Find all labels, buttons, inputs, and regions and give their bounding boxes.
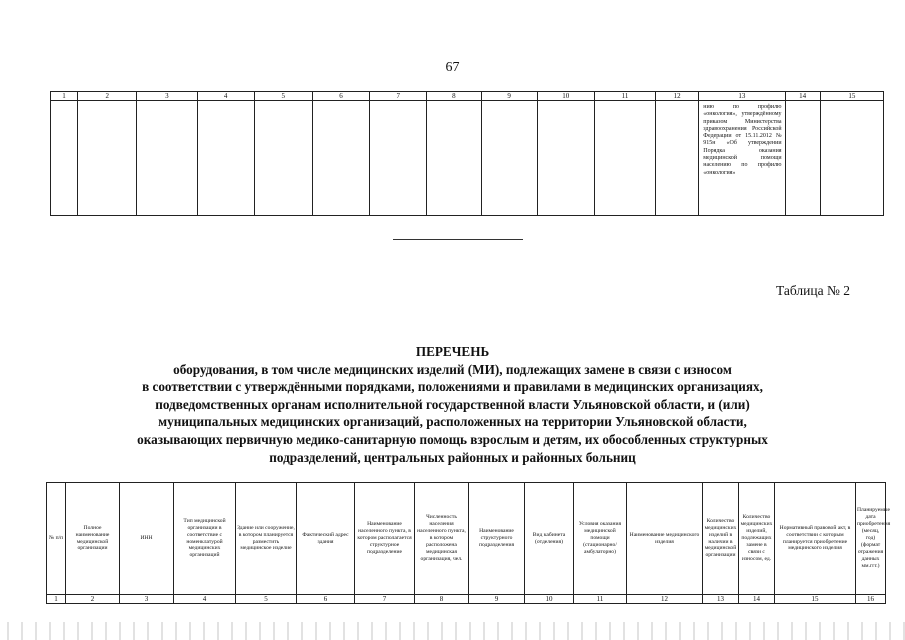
- column-number: 7: [370, 92, 427, 101]
- column-header: Наименование структурного подразделения: [469, 483, 525, 595]
- title-line: подведомственных органам исполнительной государственной власти Ульяновской области, и (или): [155, 396, 750, 412]
- column-header: Количество медицинских изделий в наличии в медицинской организации: [703, 483, 739, 595]
- column-number: 11: [594, 92, 655, 101]
- column-number: 10: [525, 595, 574, 604]
- column-number: 11: [574, 595, 627, 604]
- column-number: 9: [469, 595, 525, 604]
- column-number: 15: [775, 595, 856, 604]
- title-line: оказывающих первичную медико-санитарную помощь взрослым и детям, их обособленных структурных: [137, 431, 768, 447]
- column-header: Наименование медицинского изделия: [627, 483, 703, 595]
- column-header: Нормативный правовой акт, в соответствии с которым планируется приобретение медицинского изделия: [775, 483, 856, 595]
- column-header: Количество медицинских изделий, подлежащих замене в связи с износом, ед.: [739, 483, 775, 595]
- column-number: 5: [236, 595, 297, 604]
- column-header: № п/п: [47, 483, 66, 595]
- table-header-row: [47, 483, 886, 595]
- column-header: Условия оказания медицинской помощи (стационарно/амбулаторно): [574, 483, 627, 595]
- column-number: 15: [820, 92, 883, 101]
- column-number: 3: [137, 92, 197, 101]
- column-number: 1: [51, 92, 78, 101]
- table-label: Таблица № 2: [776, 283, 850, 298]
- title-heading: ПЕРЕЧЕНЬ: [415, 344, 490, 359]
- column-number: 12: [656, 92, 699, 101]
- title-line: в соответствии с утверждёнными порядками, положениями и правилами в медицинских организациях,: [142, 379, 763, 395]
- column-header: Тип медицинской организации в соответствие с номенклатурой медицинских организаций: [174, 483, 236, 595]
- column-number: 6: [312, 92, 369, 101]
- column-header: Численность населения населенного пункта, в котором расположена медицинская организация, чел.: [415, 483, 469, 595]
- column-number: 8: [415, 595, 469, 604]
- section-separator: [393, 239, 523, 240]
- column-number: 2: [66, 595, 120, 604]
- title-line: оборудования, в том числе медицинских изделий (МИ), подлежащих замене в связи с износом: [173, 361, 732, 377]
- column-number: 16: [856, 595, 886, 604]
- column-header: Планируемые дата приобретения (месяц, год) (формат отражения данных мм.ггг.): [856, 483, 886, 595]
- title-line: муниципальных медицинских организаций, расположенных на территории Ульяновской области,: [158, 414, 747, 430]
- column-number: 13: [703, 595, 739, 604]
- column-header: ИНН: [120, 483, 174, 595]
- scan-noise-strip: [0, 622, 905, 640]
- column-number: 4: [174, 595, 236, 604]
- column-number: 14: [785, 92, 820, 101]
- column-number-row: [47, 595, 886, 604]
- column-number: 3: [120, 595, 174, 604]
- column-number: 14: [739, 595, 775, 604]
- column-header: Полное наименование медицинской организации: [66, 483, 120, 595]
- column-number: 10: [537, 92, 594, 101]
- column-number: 2: [78, 92, 137, 101]
- column-number: 7: [355, 595, 415, 604]
- page-number: 67: [445, 60, 460, 75]
- equipment-table: [46, 482, 891, 604]
- regulation-note: нию по профилю «онкология», утверждённому приказом Министерства здравоохранения Российской Федерации от 15.11.2012 № 915н «Об утверждении Порядка оказания медицинской помощи населению по профилю «онкология»: [703, 104, 782, 176]
- table-row: [51, 101, 884, 216]
- document-title: [0, 343, 905, 466]
- column-number: 9: [481, 92, 537, 101]
- column-number: 12: [627, 595, 703, 604]
- column-header: Фактический адрес здания: [297, 483, 355, 595]
- column-number: 5: [254, 92, 312, 101]
- column-number: 1: [47, 595, 66, 604]
- column-header: Вид кабинета (отделения): [525, 483, 574, 595]
- title-line: подразделений, центральных районных и районных больниц: [269, 449, 636, 465]
- column-number: 13: [699, 92, 785, 101]
- table-header-row: [51, 92, 884, 101]
- column-header: Здание или сооружение, в котором планируется разместить медицинское изделие: [236, 483, 297, 595]
- column-header: Наименование населенного пункта, в котором располагается структурное подразделение: [355, 483, 415, 595]
- column-number: 6: [297, 595, 355, 604]
- column-number: 4: [197, 92, 254, 101]
- column-number: 8: [427, 92, 481, 101]
- continued-table: [50, 91, 884, 216]
